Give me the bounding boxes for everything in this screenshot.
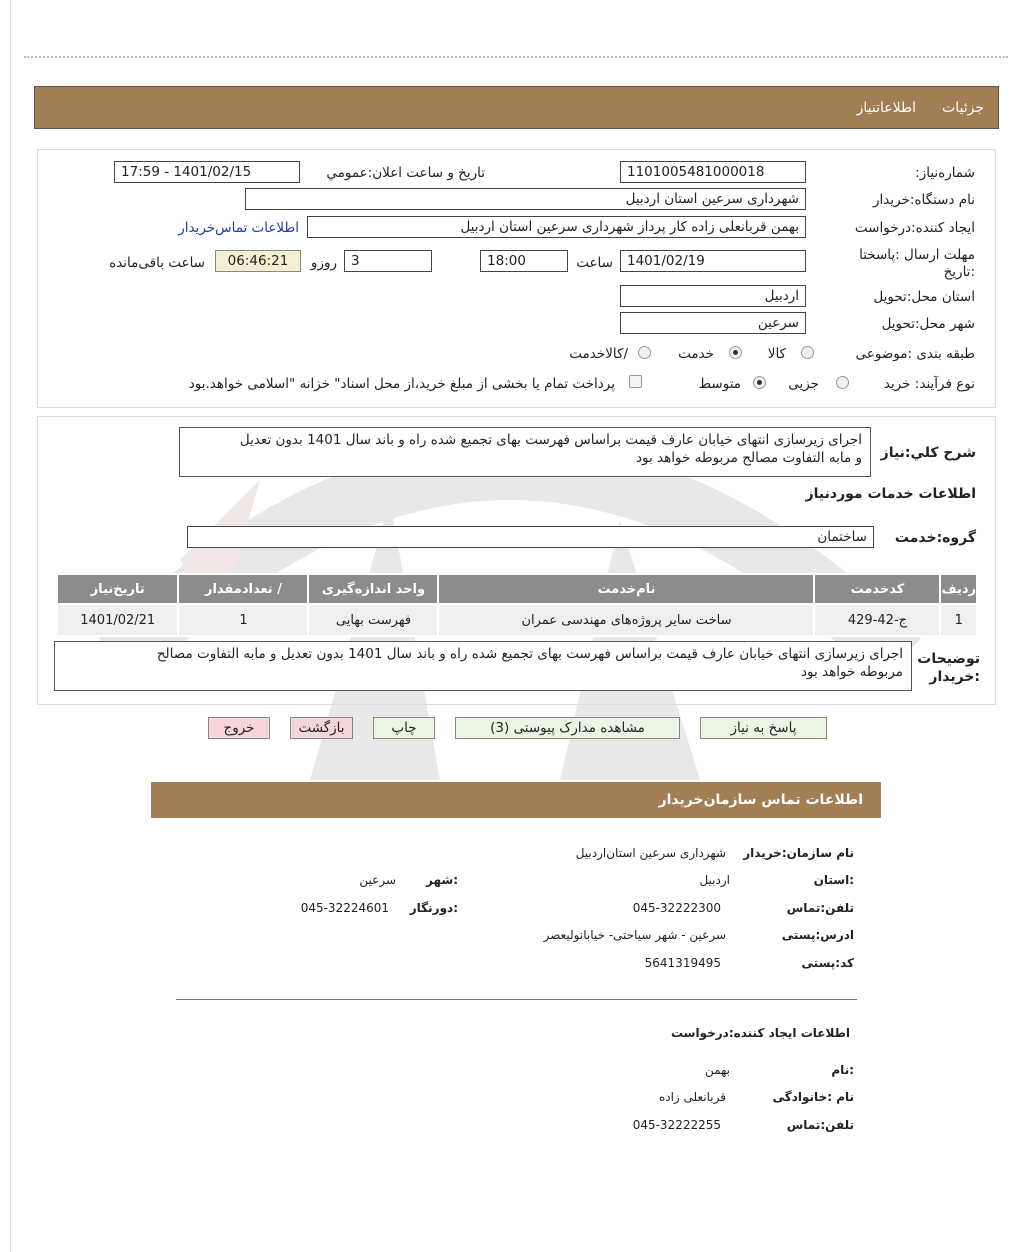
- cell-unit: فهرست بهایی: [308, 604, 438, 636]
- category-goods-radio[interactable]: [801, 346, 814, 359]
- city-label: شهر محل:تحویل: [881, 316, 975, 332]
- treasury-payment-checkbox[interactable]: [629, 375, 642, 388]
- category-service-label: خدمت: [678, 346, 714, 362]
- remaining-time-field: 06:46:21: [215, 250, 301, 272]
- back-button[interactable]: بازگشت: [290, 717, 353, 739]
- page-left-rule: [10, 0, 11, 1252]
- city-field: سرعین: [620, 312, 806, 334]
- category-both-radio[interactable]: [638, 346, 651, 359]
- contact-province-value: اردبیل: [699, 873, 730, 887]
- creator-family-value: قربانعلی زاده: [658, 1090, 726, 1104]
- col-service-code: کدخدمت: [814, 574, 940, 604]
- details-header: [34, 86, 999, 129]
- deadline-time-field: 18:00: [480, 250, 568, 272]
- process-medium-label: متوسط: [698, 376, 741, 392]
- creator-field: بهمن قربانعلی زاده کار پرداز شهرداری سرعین استان اردبیل: [307, 216, 806, 238]
- buyer-notes-line-2: مربوطه خواهد بود: [801, 664, 903, 680]
- category-label: طبقه بندی :موضوعی: [855, 346, 975, 362]
- contact-postal-label: کد:پستی: [801, 956, 854, 970]
- need-number-field: 1101005481000018: [620, 161, 806, 183]
- cell-service-name: ساخت سایر پروژه‌های مهندسی عمران: [438, 604, 814, 636]
- col-quantity: / تعدادمقدار: [178, 574, 308, 604]
- province-label: استان محل:تحویل: [873, 289, 975, 305]
- category-goods-label: کالا: [767, 346, 786, 362]
- buyer-notes-label-2: :خریدار: [929, 669, 980, 685]
- cell-need-date: 1401/02/21: [57, 604, 178, 636]
- creator-info-title: اطلاعات ایجاد کننده:درخواست: [670, 1026, 850, 1040]
- col-unit: واحد اندازه‌گیری: [308, 574, 438, 604]
- tab-details[interactable]: جزئیات: [942, 100, 984, 116]
- contact-divider: [176, 999, 857, 1000]
- process-label: نوع فرآیند: خرید: [883, 376, 975, 392]
- col-row-number: ردیف: [940, 574, 977, 604]
- creator-name-value: بهمن: [705, 1063, 730, 1077]
- contact-province-label: :استان: [813, 873, 854, 887]
- category-both-label: /کالاخدمت: [569, 346, 628, 362]
- services-title: اطلاعات خدمات موردنیاز: [805, 486, 976, 502]
- tab-need-info[interactable]: اطلاعاتنیاز: [856, 100, 916, 116]
- contact-city-label: :شهر: [426, 873, 458, 887]
- buyer-contact-title: اطلاعات تماس سازمان‌خریدار: [658, 792, 863, 808]
- treasury-payment-note: پرداخت تمام یا بخشی از مبلغ خرید،از محل اسناد" خزانه "اسلامی خواهد.بود: [188, 376, 615, 392]
- contact-phone-label: تلفن:تماس: [786, 901, 854, 915]
- remaining-label: ساعت باقی‌مانده: [109, 255, 205, 271]
- print-button[interactable]: چاپ: [373, 717, 435, 739]
- services-table: [56, 573, 978, 637]
- buyer-contact-link[interactable]: اطلاعات تماس‌خریدار: [178, 220, 299, 236]
- summary-line-2: و مابه التفاوت مصالح مربوطه خواهد بود: [635, 450, 862, 466]
- buyer-label: نام دستگاه:خریدار: [872, 192, 975, 208]
- province-field: اردبیل: [620, 285, 806, 307]
- cell-row-number: 1: [940, 604, 977, 636]
- contact-fax-value: 045-32224601: [300, 901, 389, 915]
- deadline-label: مهلت ارسال :پاسختا: [859, 247, 975, 263]
- contact-fax-label: :دورنگار: [409, 901, 458, 915]
- service-group-label: گروه:خدمت: [894, 530, 976, 546]
- col-need-date: تاریخ‌نیاز: [57, 574, 178, 604]
- deadline-date-field: 1401/02/19: [620, 250, 806, 272]
- creator-label: ایجاد کننده:درخواست: [854, 220, 975, 236]
- buyer-notes-text: [54, 641, 912, 691]
- cell-quantity: 1: [178, 604, 308, 636]
- service-group-field: ساختمان: [187, 526, 874, 548]
- org-label: نام سازمان:خریدار: [743, 846, 854, 860]
- col-service-name: نام‌خدمت: [438, 574, 814, 604]
- announce-datetime-field: 1401/02/15 - 17:59: [114, 161, 300, 183]
- exit-button[interactable]: خروج: [208, 717, 270, 739]
- buyer-contact-header: [151, 782, 881, 818]
- org-value: شهرداری سرعین استان‌اردبیل: [575, 846, 726, 860]
- process-small-radio[interactable]: [836, 376, 849, 389]
- creator-phone-value: 045-32222255: [632, 1118, 721, 1132]
- buyer-field: شهرداری سرعین استان اردبیل: [245, 188, 806, 210]
- summary-label: شرح کلي:نیاز: [880, 445, 976, 461]
- deadline-label-date: :تاریخ: [943, 264, 975, 280]
- contact-postal-value: 5641319495: [644, 956, 721, 970]
- deadline-hour-label: ساعت: [576, 255, 613, 271]
- days-field: 3: [344, 250, 432, 272]
- table-row: [57, 604, 977, 636]
- process-medium-radio[interactable]: [753, 376, 766, 389]
- creator-phone-label: تلفن:تماس: [786, 1118, 854, 1132]
- table-header-row: [57, 574, 977, 604]
- category-service-radio[interactable]: [729, 346, 742, 359]
- contact-address-value: سرعین - شهر سیاحتی- خیابانولیعصر: [543, 928, 726, 942]
- contact-city-value: سرعین: [359, 873, 396, 887]
- attachments-button[interactable]: مشاهده مدارک پیوستی (3): [455, 717, 680, 739]
- summary-line-1: اجرای زیرسازی انتهای خیابان عارف قیمت براساس فهرست بهای تجمیع شده راه و باند سال 1401 بدون تعدیل: [239, 432, 862, 448]
- cell-service-code: ج-42-429: [814, 604, 940, 636]
- creator-name-label: :نام: [831, 1063, 854, 1077]
- days-label: روزو: [310, 255, 337, 271]
- summary-text: [179, 427, 871, 477]
- contact-address-label: ادرس:پستی: [781, 928, 854, 942]
- contact-phone-value: 045-32222300: [632, 901, 721, 915]
- buyer-notes-label: توضیحات: [917, 651, 980, 667]
- need-number-label: شماره‌نیاز:: [915, 165, 975, 181]
- creator-family-label: نام :خانوادگی: [772, 1090, 854, 1104]
- process-small-label: جزیی: [788, 376, 819, 392]
- announce-label: تاریخ و ساعت اعلان:عمومي: [326, 165, 485, 181]
- top-divider: [24, 56, 1008, 58]
- buyer-notes-line-1: اجرای زیرسازی انتهای خیابان عارف قیمت براساس فهرست بهای تجمیع شده راه و باند سال 1401 بدون تعدیل و مابه التفاوت مصالح: [156, 646, 903, 662]
- reply-button[interactable]: پاسخ به نیاز: [700, 717, 827, 739]
